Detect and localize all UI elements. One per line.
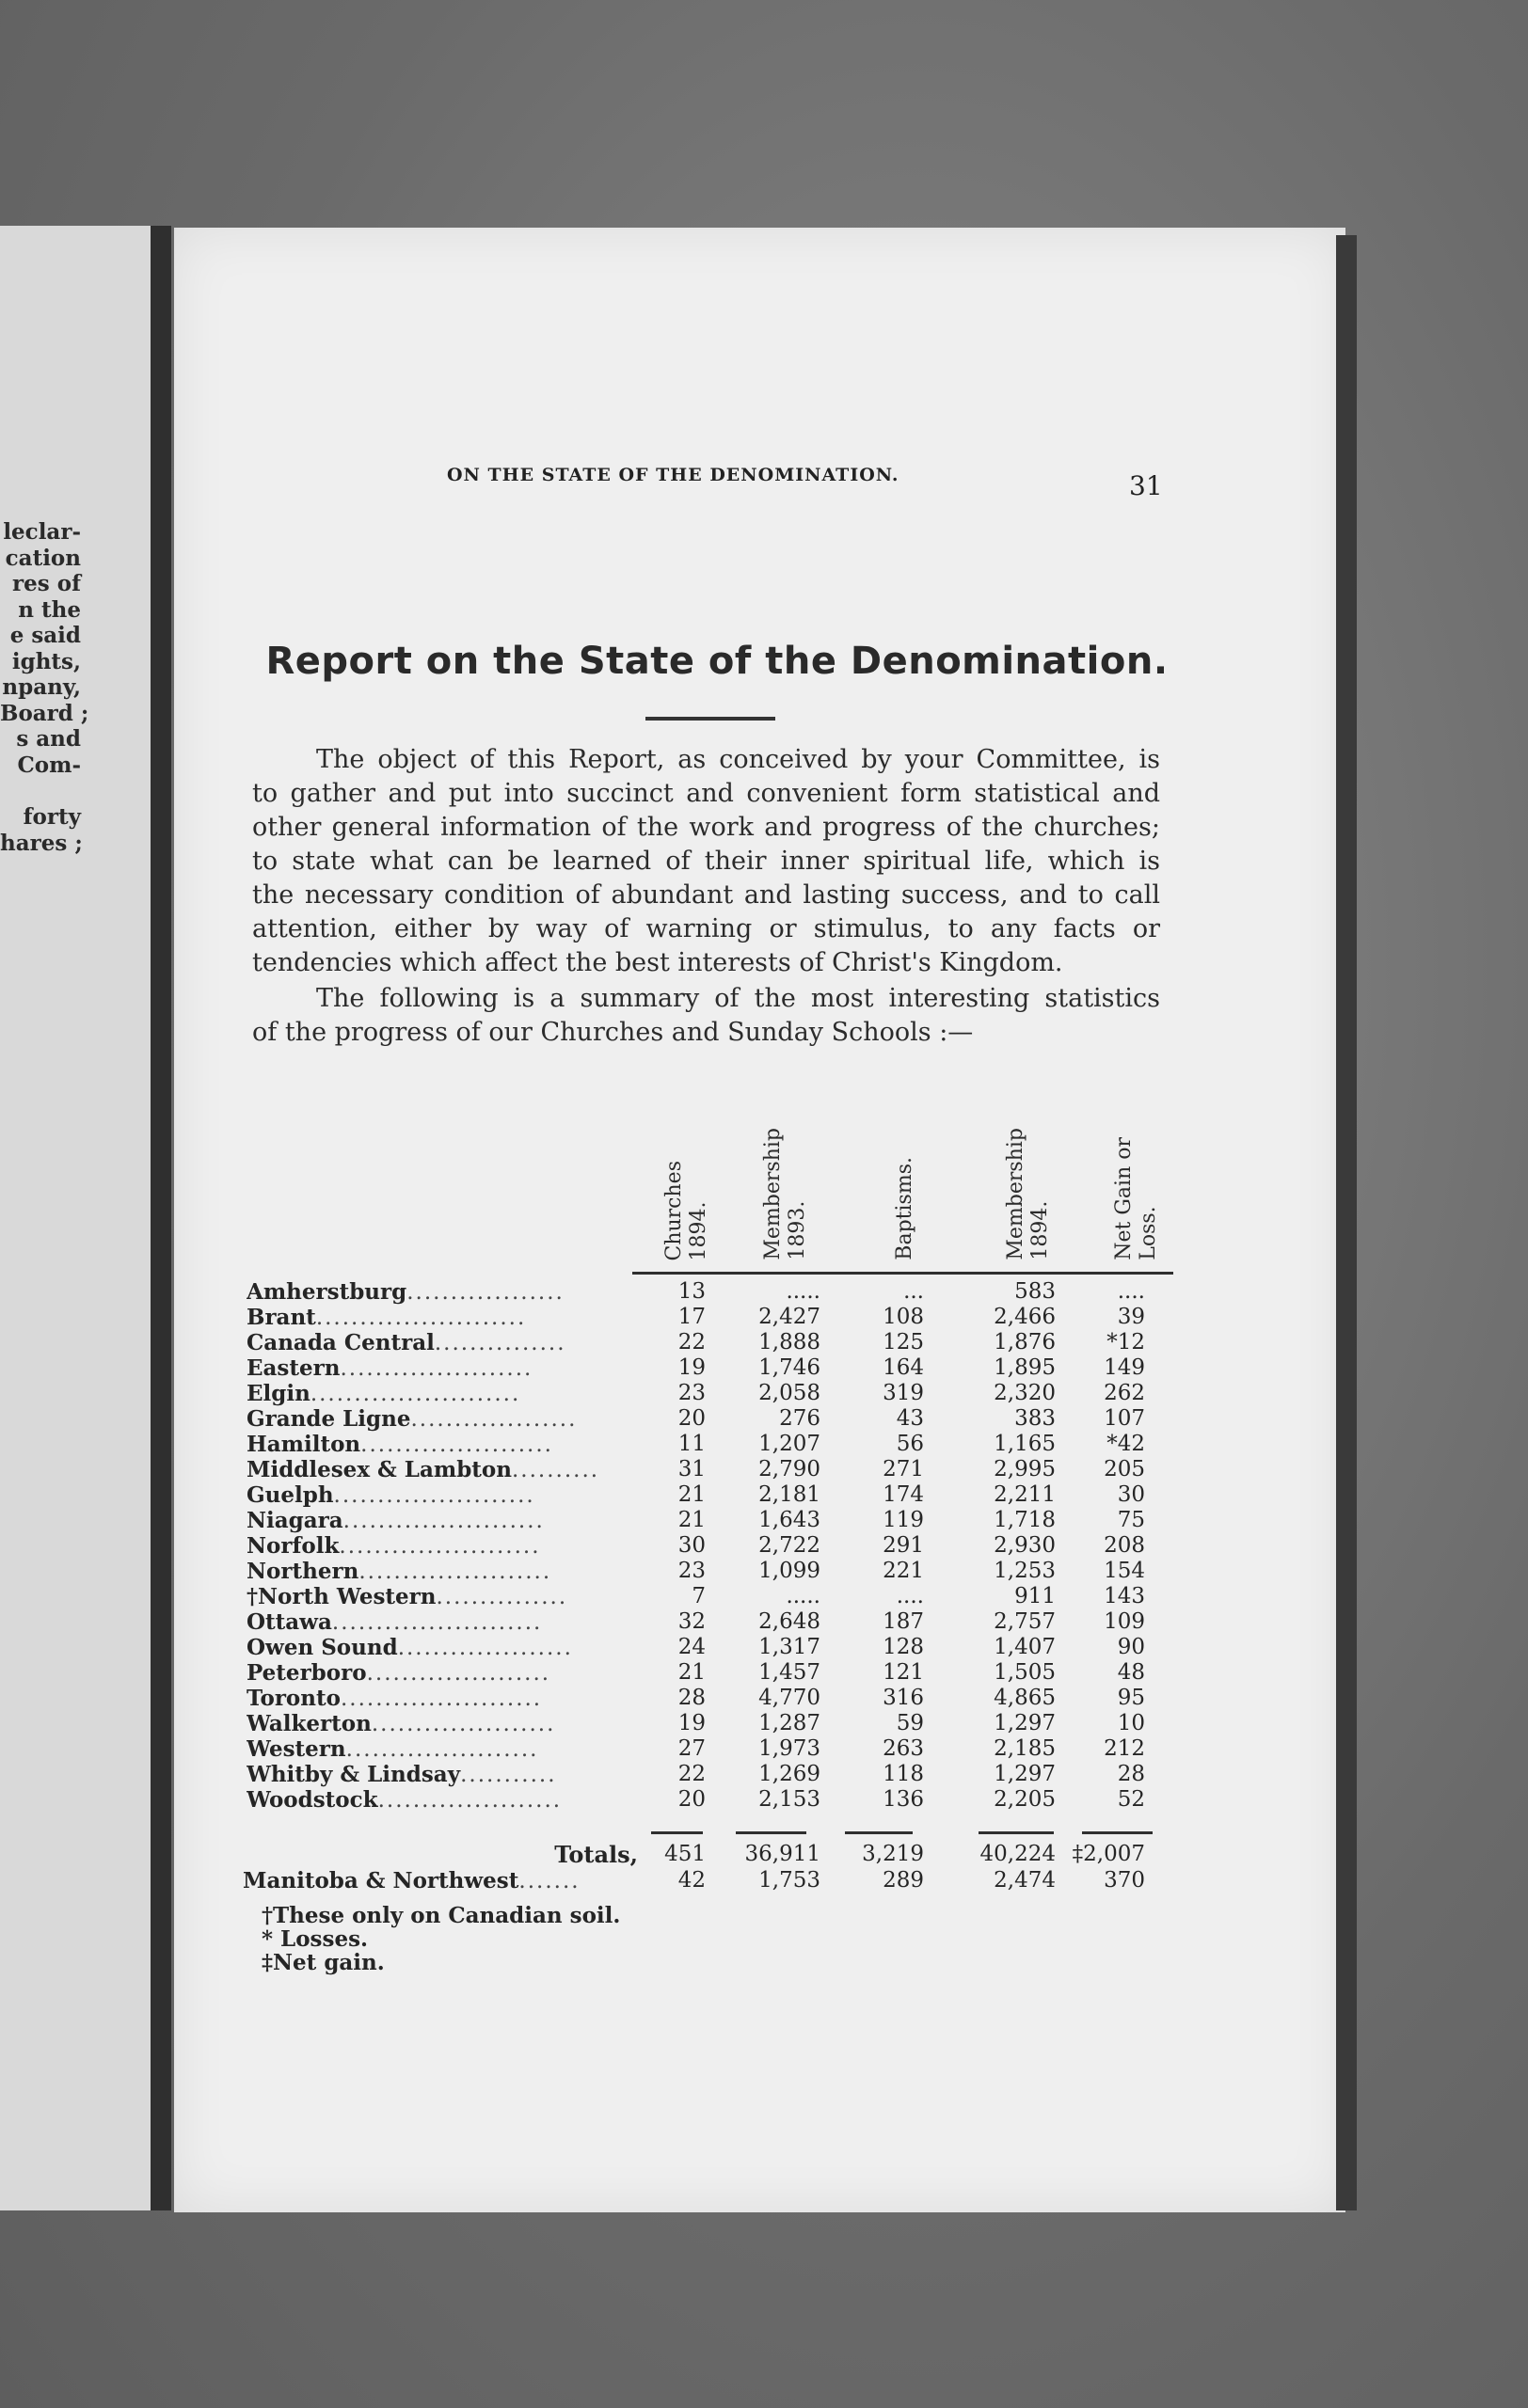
baptisms-cell: 108 [883, 1305, 924, 1329]
membership-1894-cell: 911 [1014, 1584, 1056, 1608]
district-label: Norfolk [247, 1533, 340, 1559]
district-name [247, 1406, 632, 1433]
table-row [247, 1279, 1169, 1305]
table-row [247, 1457, 1169, 1482]
membership-1893-cell: 1,099 [758, 1559, 820, 1583]
district-name [247, 1660, 632, 1687]
leader-dots: .......... [512, 1458, 600, 1482]
net-gain-cell: ‡2,007 [1072, 1842, 1145, 1866]
net-gain-cell: 48 [1117, 1660, 1145, 1685]
churches-cell: 21 [677, 1660, 706, 1685]
page-edge [1336, 235, 1357, 2210]
baptisms-cell: 121 [883, 1660, 924, 1685]
membership-1894-cell: 4,865 [994, 1686, 1056, 1710]
net-gain-cell: 143 [1104, 1584, 1145, 1608]
leader-dots: ............... [436, 1585, 568, 1609]
district-label: Guelph [247, 1482, 334, 1508]
page-number: 31 [1129, 470, 1163, 501]
baptisms-cell: ... [903, 1279, 924, 1304]
column-header-line: 1894. [1028, 1201, 1052, 1260]
net-gain-cell: 109 [1104, 1609, 1145, 1634]
table-row [247, 1559, 1169, 1584]
baptisms-cell: 316 [883, 1686, 924, 1710]
churches-cell: 24 [677, 1635, 706, 1659]
district-name [247, 1432, 632, 1458]
running-head: ON THE STATE OF THE DENOMINATION. [447, 465, 899, 485]
facing-page-line: e said [9, 623, 81, 648]
membership-1893-cell: ..... [786, 1584, 820, 1608]
leader-dots: ....... [518, 1869, 581, 1893]
district-name [243, 1868, 629, 1894]
column-rule [632, 1272, 736, 1275]
district-label: Ottawa [247, 1609, 332, 1635]
table-row [243, 1868, 1174, 1894]
facing-page-line: Com- [17, 752, 81, 778]
membership-1893-cell: 4,770 [758, 1686, 820, 1710]
net-gain-cell: *42 [1106, 1432, 1145, 1456]
district-name [247, 1330, 632, 1356]
district-name [247, 1711, 632, 1737]
churches-cell: 11 [677, 1432, 706, 1456]
leader-dots: ..................... [377, 1788, 563, 1813]
churches-cell: 22 [677, 1762, 706, 1786]
paragraph-line: attention, either by way of warning or stimulus, to any facts or [252, 914, 1160, 943]
table-row [247, 1482, 1169, 1508]
churches-cell: 27 [677, 1736, 706, 1761]
column-header-churches [649, 1091, 724, 1260]
membership-1893-cell: 2,181 [758, 1482, 820, 1507]
table-row [247, 1305, 1169, 1330]
facing-page-line: n the [18, 596, 81, 623]
table-row [247, 1609, 1169, 1635]
membership-1894-cell: 1,165 [994, 1432, 1056, 1456]
column-header-line: Baptisms. [893, 1157, 916, 1260]
district-label: Eastern [247, 1355, 341, 1381]
net-gain-cell: 208 [1104, 1533, 1145, 1558]
district-label: Northern [247, 1559, 359, 1584]
baptisms-cell: 59 [896, 1711, 924, 1735]
district-label: Niagara [247, 1508, 343, 1533]
district-label: Whitby & Lindsay [247, 1762, 461, 1787]
district-name [247, 1533, 632, 1560]
table-row [247, 1330, 1169, 1355]
facing-page-line [0, 778, 81, 804]
baptisms-cell: 263 [883, 1736, 924, 1761]
churches-cell: 23 [677, 1381, 706, 1405]
net-gain-cell: 205 [1104, 1457, 1145, 1481]
leader-dots: ........................ [331, 1610, 543, 1635]
paragraph-line: the necessary condition of abundant and lasting success, and to call [252, 880, 1160, 910]
membership-1894-cell: 2,205 [994, 1787, 1056, 1812]
facing-page-line: ights, [11, 648, 81, 674]
column-header-line: Loss. [1137, 1206, 1160, 1260]
membership-1894-cell: 2,757 [994, 1609, 1056, 1634]
baptisms-cell: 56 [896, 1432, 924, 1456]
membership-1894-cell: 383 [1014, 1406, 1056, 1431]
table-row [247, 1686, 1169, 1711]
membership-1893-cell: 2,790 [758, 1457, 820, 1481]
column-header-membership-1894 [991, 1091, 1066, 1260]
district-label: Peterboro [247, 1660, 367, 1686]
facing-page-line: npany, [2, 674, 81, 700]
facing-page-line: forty [23, 804, 81, 830]
facing-page-line: leclar- [3, 519, 81, 545]
district-name [247, 1787, 632, 1814]
leader-dots: ..................... [371, 1712, 556, 1736]
sum-rule [1082, 1831, 1153, 1834]
membership-1893-cell: 36,911 [744, 1842, 820, 1866]
sum-rule [979, 1831, 1054, 1834]
membership-1894-cell: 2,995 [994, 1457, 1056, 1481]
district-label: Canada Central [247, 1330, 435, 1355]
table-row [247, 1635, 1169, 1660]
statistics-table [247, 1279, 1169, 1813]
leader-dots: ........... [460, 1763, 557, 1787]
churches-cell: 42 [677, 1868, 706, 1893]
net-gain-cell: 149 [1104, 1355, 1145, 1380]
baptisms-cell: 136 [883, 1787, 924, 1812]
membership-1893-cell: 1,643 [758, 1508, 820, 1532]
column-header-line: Net Gain or [1112, 1137, 1136, 1260]
membership-1893-cell: 1,457 [758, 1660, 820, 1685]
district-label: Elgin [247, 1381, 310, 1406]
churches-cell: 17 [677, 1305, 706, 1329]
district-label: Brant [247, 1305, 316, 1330]
leader-dots: ....................... [333, 1483, 535, 1508]
district-name [247, 1584, 632, 1610]
net-gain-cell: .... [1117, 1279, 1145, 1304]
baptisms-cell: 43 [896, 1406, 924, 1431]
district-name [247, 1305, 632, 1331]
column-header-line: Churches [662, 1160, 686, 1260]
district-name [247, 1736, 632, 1763]
leader-dots: ....................... [342, 1509, 545, 1533]
membership-1894-cell: 1,407 [994, 1635, 1056, 1659]
net-gain-cell: 30 [1117, 1482, 1145, 1507]
summary-paragraph [252, 982, 1160, 1050]
baptisms-cell: 125 [883, 1330, 924, 1354]
table-row [247, 1508, 1169, 1533]
column-rule [877, 1272, 980, 1275]
baptisms-cell: 291 [883, 1533, 924, 1558]
leader-dots: ........................ [310, 1382, 521, 1406]
net-gain-cell: 262 [1104, 1381, 1145, 1405]
facing-page-line: res of [12, 571, 81, 596]
net-gain-cell: 39 [1117, 1305, 1145, 1329]
membership-1893-cell: 1,207 [758, 1432, 820, 1456]
district-name [247, 1508, 632, 1534]
totals-block [243, 1842, 1174, 1894]
leader-dots: ...................... [358, 1560, 552, 1584]
membership-1893-cell: 1,317 [758, 1635, 820, 1659]
district-label: Toronto [247, 1686, 341, 1711]
column-header-line: Membership [761, 1128, 785, 1260]
table-row [247, 1533, 1169, 1559]
leader-dots: ..................... [366, 1661, 551, 1686]
membership-1893-cell: 2,153 [758, 1787, 820, 1812]
district-name [247, 1559, 632, 1585]
column-header-baptisms [867, 1091, 943, 1260]
table-row [247, 1432, 1169, 1457]
district-label: †North Western [247, 1584, 437, 1609]
column-rule [1117, 1272, 1173, 1275]
leader-dots: ....................... [340, 1687, 543, 1711]
membership-1893-cell: 1,287 [758, 1711, 820, 1735]
membership-1893-cell: 2,722 [758, 1533, 820, 1558]
footnotes [262, 1904, 732, 1974]
district-label: Middlesex & Lambton [247, 1457, 512, 1482]
leader-dots: ...................... [340, 1356, 533, 1381]
churches-cell: 13 [677, 1279, 706, 1304]
leader-dots: ...................... [345, 1737, 539, 1762]
membership-1894-cell: 1,297 [994, 1762, 1056, 1786]
leader-dots: ................... [410, 1407, 578, 1432]
column-header-line: 1894. [687, 1201, 710, 1260]
membership-1893-cell: 1,746 [758, 1355, 820, 1380]
district-name [247, 1355, 632, 1382]
district-label: Amherstburg [247, 1279, 407, 1305]
page-title: Report on the State of the Denomination. [265, 640, 1169, 683]
leader-dots: ...................... [360, 1433, 553, 1457]
table-row [247, 1711, 1169, 1736]
paragraph-line: of the progress of our Churches and Sunday Schools :— [252, 1018, 974, 1047]
net-gain-cell: 75 [1117, 1508, 1145, 1532]
churches-cell: 30 [677, 1533, 706, 1558]
column-rule [736, 1272, 877, 1275]
district-label: Walkerton [247, 1711, 372, 1736]
membership-1894-cell: 1,505 [994, 1660, 1056, 1685]
district-label: Grande Ligne [247, 1406, 411, 1432]
membership-1893-cell: 276 [779, 1406, 820, 1431]
churches-cell: 22 [677, 1330, 706, 1354]
baptisms-cell: 164 [883, 1355, 924, 1380]
churches-cell: 23 [677, 1559, 706, 1583]
district-name [247, 1609, 632, 1636]
book-gutter [151, 226, 171, 2210]
table-row [247, 1381, 1169, 1406]
membership-1893-cell: 1,269 [758, 1762, 820, 1786]
column-header-net-gain [1099, 1091, 1174, 1260]
membership-1894-cell: 2,466 [994, 1305, 1056, 1329]
sum-rule [845, 1831, 913, 1834]
intro-paragraph [252, 743, 1160, 980]
table-row [247, 1660, 1169, 1686]
baptisms-cell: .... [896, 1584, 924, 1608]
net-gain-cell: 90 [1117, 1635, 1145, 1659]
paragraph-line: to state what can be learned of their inner spiritual life, which is [252, 847, 1160, 876]
sum-rule [736, 1831, 806, 1834]
leader-dots: .................... [397, 1636, 573, 1660]
paragraph-line: tendencies which affect the best interests of Christ's Kingdom. [252, 948, 1063, 977]
totals-row [243, 1842, 1174, 1868]
churches-cell: 28 [677, 1686, 706, 1710]
membership-1893-cell: 2,058 [758, 1381, 820, 1405]
membership-1893-cell: 2,427 [758, 1305, 820, 1329]
membership-1894-cell: 40,224 [979, 1842, 1056, 1866]
net-gain-cell: 107 [1104, 1406, 1145, 1431]
table-row [247, 1355, 1169, 1381]
baptisms-cell: 128 [883, 1635, 924, 1659]
column-rule [980, 1272, 1117, 1275]
baptisms-cell: 289 [883, 1868, 924, 1893]
churches-cell: 451 [664, 1842, 706, 1866]
paragraph-line: other general information of the work and progress of the churches; [252, 813, 1160, 842]
district-name [247, 1762, 632, 1788]
district-label: Owen Sound [247, 1635, 398, 1660]
membership-1894-cell: 1,876 [994, 1330, 1056, 1354]
baptisms-cell: 271 [883, 1457, 924, 1481]
facing-page-line: hares ; [0, 830, 83, 856]
district-label: Manitoba & Northwest [243, 1868, 519, 1893]
district-name [247, 1635, 632, 1661]
membership-1894-cell: 2,474 [994, 1868, 1056, 1893]
table-row [247, 1762, 1169, 1787]
baptisms-cell: 174 [883, 1482, 924, 1507]
membership-1894-cell: 2,185 [994, 1736, 1056, 1761]
column-header-line: Membership [1004, 1128, 1027, 1260]
facing-page-line: Board ; [0, 700, 89, 726]
paragraph-line: to gather and put into succinct and convenient form statistical and [252, 779, 1160, 808]
net-gain-cell: 10 [1117, 1711, 1145, 1735]
membership-1894-cell: 1,253 [994, 1559, 1056, 1583]
footnote: * Losses. [262, 1926, 369, 1952]
net-gain-cell: 28 [1117, 1762, 1145, 1786]
table-row [247, 1787, 1169, 1813]
footnote: †These only on Canadian soil. [262, 1903, 621, 1928]
column-header-line: 1893. [786, 1201, 809, 1260]
churches-cell: 20 [677, 1406, 706, 1431]
net-gain-cell: 95 [1117, 1686, 1145, 1710]
baptisms-cell: 118 [883, 1762, 924, 1786]
totals-label: Totals, [554, 1841, 638, 1868]
facing-page-text [0, 519, 89, 856]
churches-cell: 32 [677, 1609, 706, 1634]
membership-1893-cell: 1,753 [758, 1868, 820, 1893]
paragraph-line: The object of this Report, as conceived by your Committee, is [316, 745, 1160, 774]
churches-cell: 19 [677, 1355, 706, 1380]
district-name [247, 1457, 632, 1483]
paragraph-line: The following is a summary of the most interesting statistics [316, 984, 1160, 1013]
membership-1894-cell: 2,930 [994, 1533, 1056, 1558]
baptisms-cell: 119 [883, 1508, 924, 1532]
district-name [247, 1686, 632, 1712]
leader-dots: ........................ [315, 1306, 527, 1330]
district-name [247, 1482, 632, 1509]
membership-1893-cell: 1,888 [758, 1330, 820, 1354]
baptisms-cell: 221 [883, 1559, 924, 1583]
sum-rule [651, 1831, 703, 1834]
churches-cell: 31 [677, 1457, 706, 1481]
table-row [247, 1584, 1169, 1609]
churches-cell: 21 [677, 1482, 706, 1507]
net-gain-cell: 370 [1104, 1868, 1145, 1893]
district-label: Western [247, 1736, 346, 1762]
district-label: Woodstock [247, 1787, 378, 1813]
membership-1894-cell: 2,320 [994, 1381, 1056, 1405]
churches-cell: 21 [677, 1508, 706, 1532]
baptisms-cell: 319 [883, 1381, 924, 1405]
title-rule [645, 717, 775, 721]
membership-1893-cell: ..... [786, 1279, 820, 1304]
facing-page-line: s and [16, 726, 81, 752]
leader-dots: .................. [406, 1280, 565, 1305]
district-name [247, 1381, 632, 1407]
churches-cell: 7 [692, 1584, 706, 1608]
facing-page-line: cation [5, 545, 81, 571]
membership-1894-cell: 1,895 [994, 1355, 1056, 1380]
membership-1893-cell: 1,973 [758, 1736, 820, 1761]
baptisms-cell: 3,219 [862, 1842, 924, 1866]
membership-1893-cell: 2,648 [758, 1609, 820, 1634]
net-gain-cell: *12 [1106, 1330, 1145, 1354]
district-name [247, 1279, 632, 1306]
membership-1894-cell: 583 [1014, 1279, 1056, 1304]
leader-dots: ....................... [339, 1534, 541, 1559]
membership-1894-cell: 2,211 [994, 1482, 1056, 1507]
column-header-membership-1893 [748, 1091, 823, 1260]
footnote: ‡Net gain. [262, 1950, 385, 1975]
membership-1894-cell: 1,297 [994, 1711, 1056, 1735]
membership-1894-cell: 1,718 [994, 1508, 1056, 1532]
leader-dots: ............... [434, 1331, 566, 1355]
churches-cell: 19 [677, 1711, 706, 1735]
net-gain-cell: 154 [1104, 1559, 1145, 1583]
district-label: Hamilton [247, 1432, 361, 1457]
baptisms-cell: 187 [883, 1609, 924, 1634]
churches-cell: 20 [677, 1787, 706, 1812]
table-row [247, 1736, 1169, 1762]
table-row [247, 1406, 1169, 1432]
net-gain-cell: 212 [1104, 1736, 1145, 1761]
net-gain-cell: 52 [1117, 1787, 1145, 1812]
